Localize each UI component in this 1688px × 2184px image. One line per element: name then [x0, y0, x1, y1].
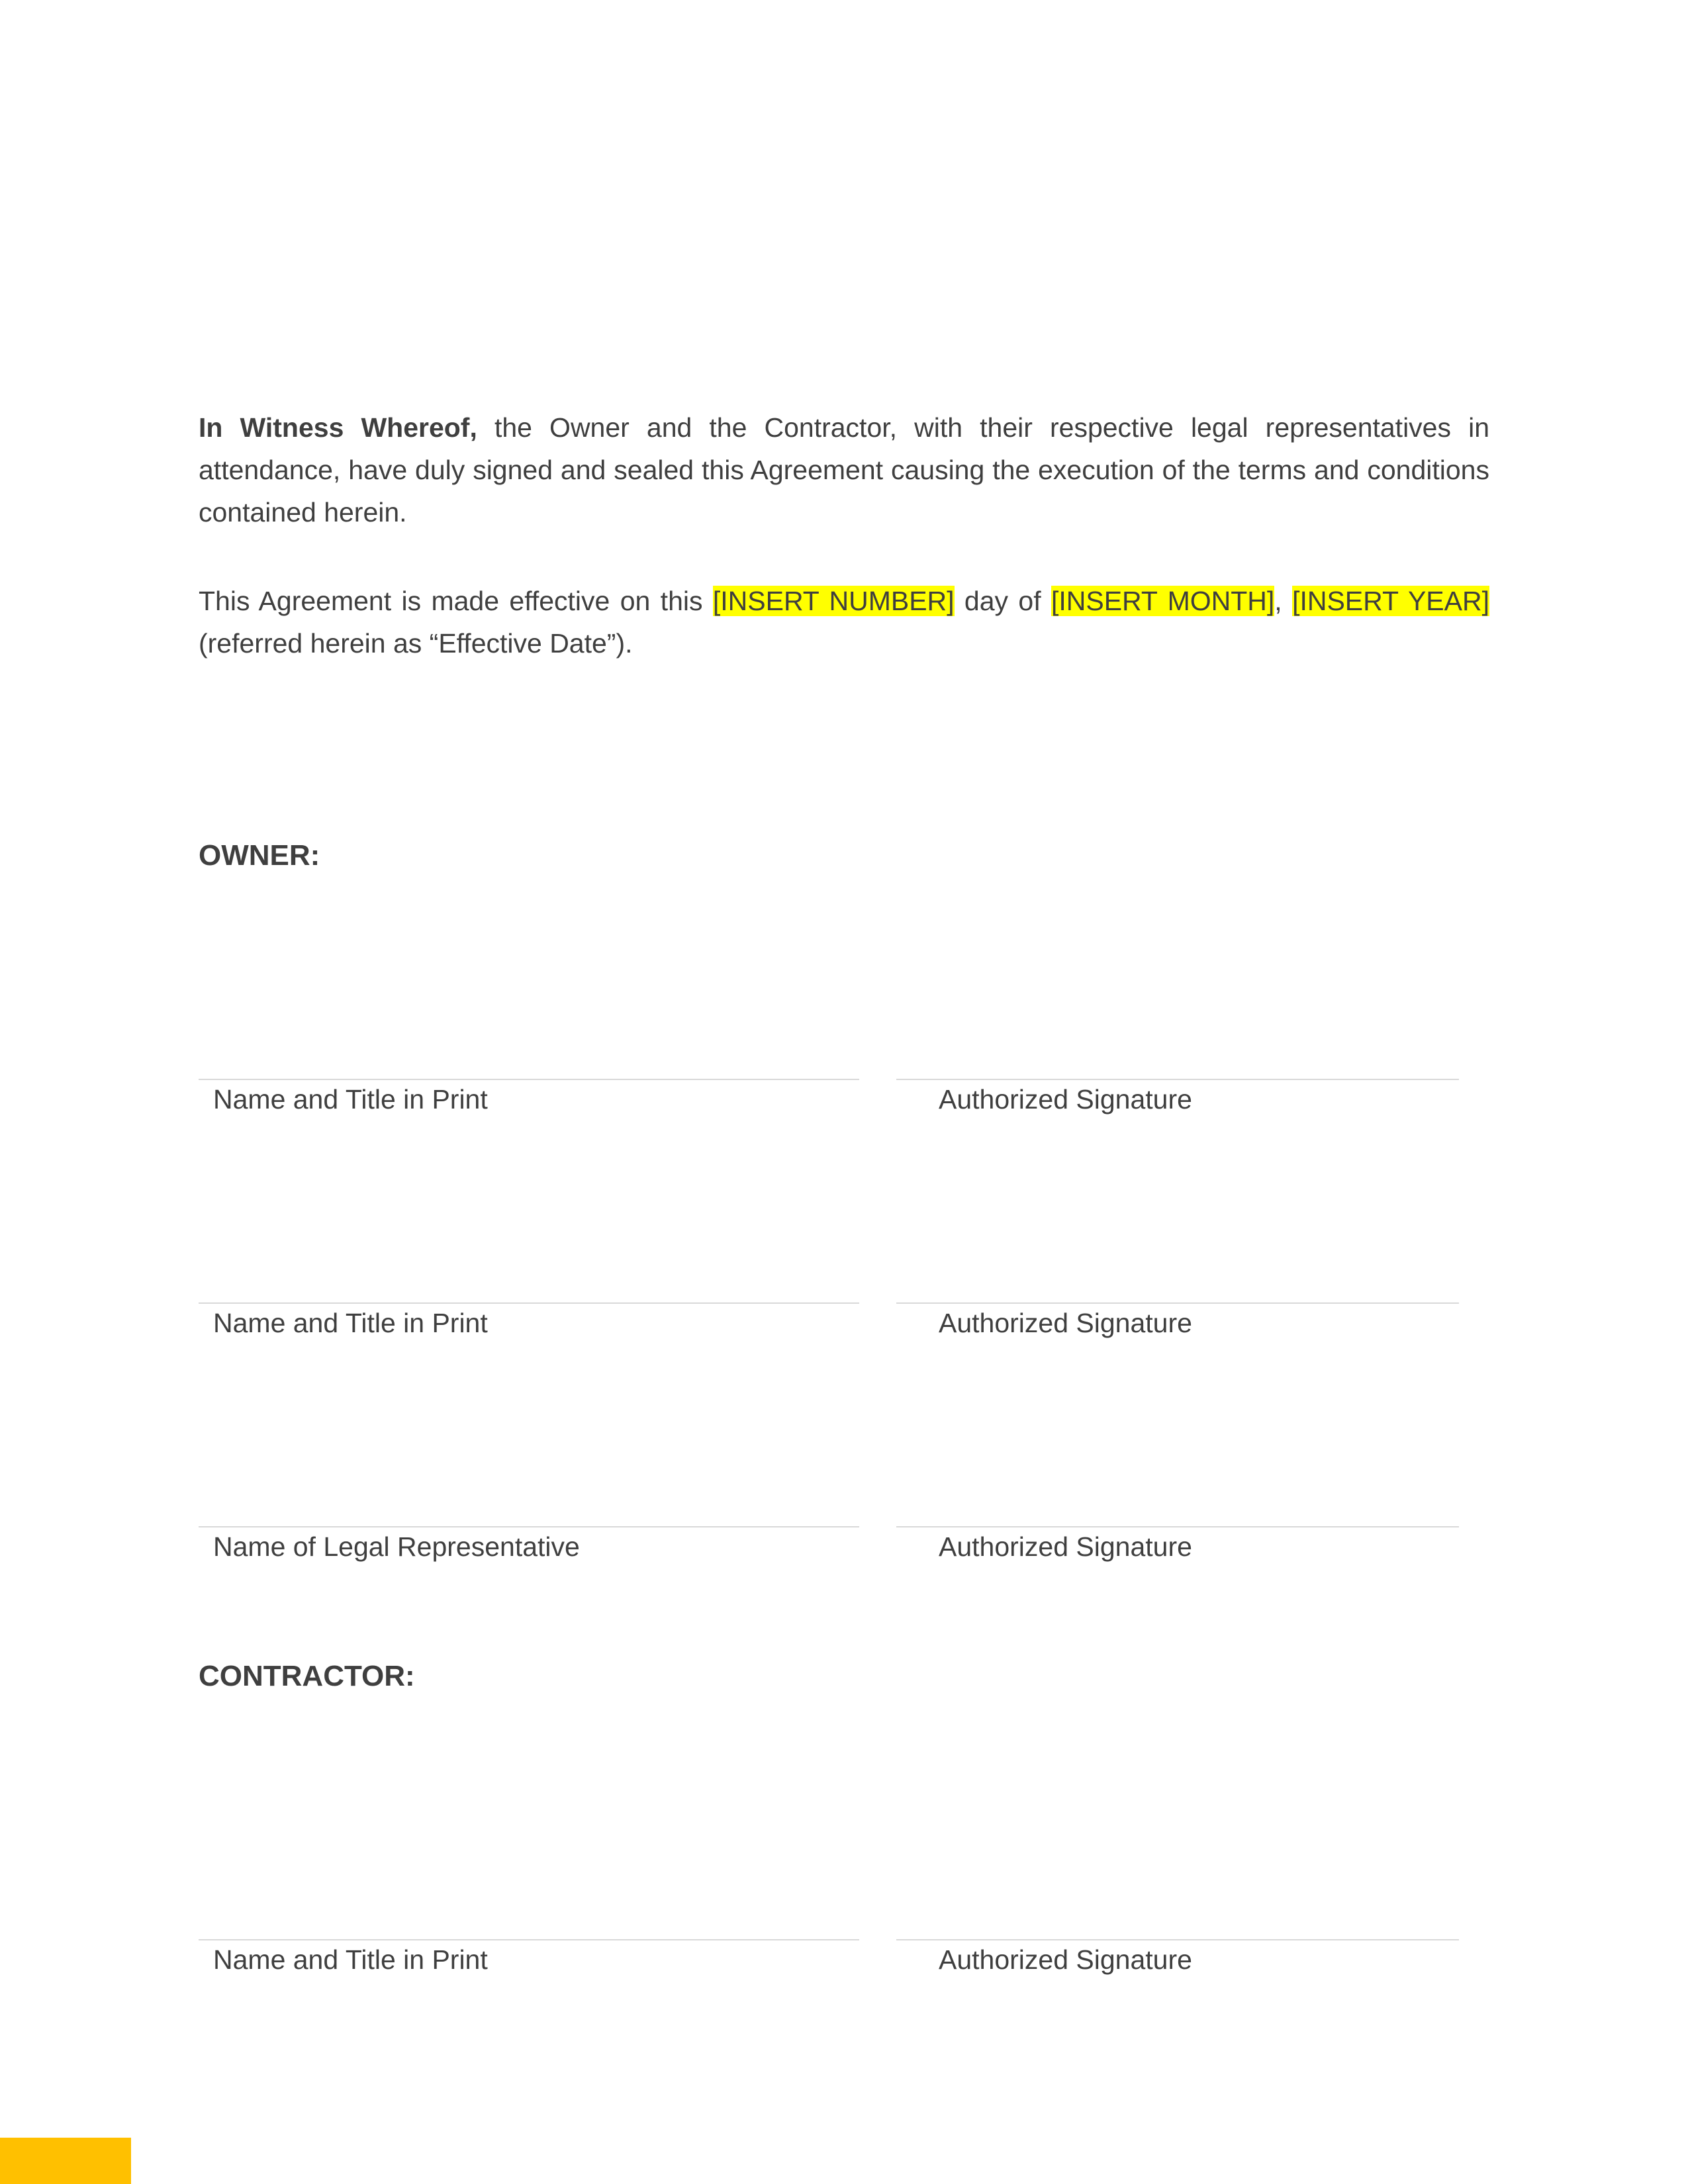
- accent-corner-block: [0, 2138, 131, 2184]
- owner-signature-label-1: Authorized Signature: [939, 1084, 1192, 1115]
- contractor-heading: CONTRACTOR:: [199, 1660, 415, 1692]
- owner-signature-label-3: Authorized Signature: [939, 1531, 1192, 1562]
- owner-name-line-2[interactable]: [199, 1302, 859, 1304]
- contractor-name-label-1: Name and Title in Print: [213, 1944, 488, 1975]
- owner-legal-rep-line[interactable]: [199, 1526, 859, 1527]
- witness-lead: In Witness Whereof,: [199, 412, 477, 443]
- witness-text: the Owner and the Contractor, with their respective legal representatives in attendance, have duly signed and sealed this Agreement causing the execution of the terms and conditions contained herein.: [199, 412, 1489, 527]
- owner-name-label-1: Name and Title in Print: [213, 1084, 488, 1115]
- owner-name-line-1[interactable]: [199, 1079, 859, 1080]
- contractor-name-line-1[interactable]: [199, 1939, 859, 1940]
- effective-text-3: ,: [1274, 586, 1293, 616]
- owner-heading: OWNER:: [199, 839, 320, 872]
- insert-month-placeholder[interactable]: [INSERT MONTH]: [1051, 586, 1275, 616]
- owner-legal-rep-label: Name of Legal Representative: [213, 1531, 580, 1562]
- effective-text-2: day of: [954, 586, 1051, 616]
- contractor-signature-line-1[interactable]: [896, 1939, 1459, 1940]
- effective-text-4: (referred herein as “Effective Date”).: [199, 628, 633, 659]
- contractor-signature-label-1: Authorized Signature: [939, 1944, 1192, 1975]
- owner-signature-label-2: Authorized Signature: [939, 1308, 1192, 1338]
- owner-signature-line-1[interactable]: [896, 1079, 1459, 1080]
- witness-paragraph: [199, 406, 1489, 533]
- effective-text-1: This Agreement is made effective on this: [199, 586, 713, 616]
- owner-name-label-2: Name and Title in Print: [213, 1308, 488, 1338]
- insert-number-placeholder[interactable]: [INSERT NUMBER]: [712, 586, 955, 616]
- effective-date-paragraph: [199, 580, 1489, 664]
- owner-signature-line-3[interactable]: [896, 1526, 1459, 1527]
- insert-year-placeholder[interactable]: [INSERT YEAR]: [1292, 586, 1489, 616]
- owner-signature-line-2[interactable]: [896, 1302, 1459, 1304]
